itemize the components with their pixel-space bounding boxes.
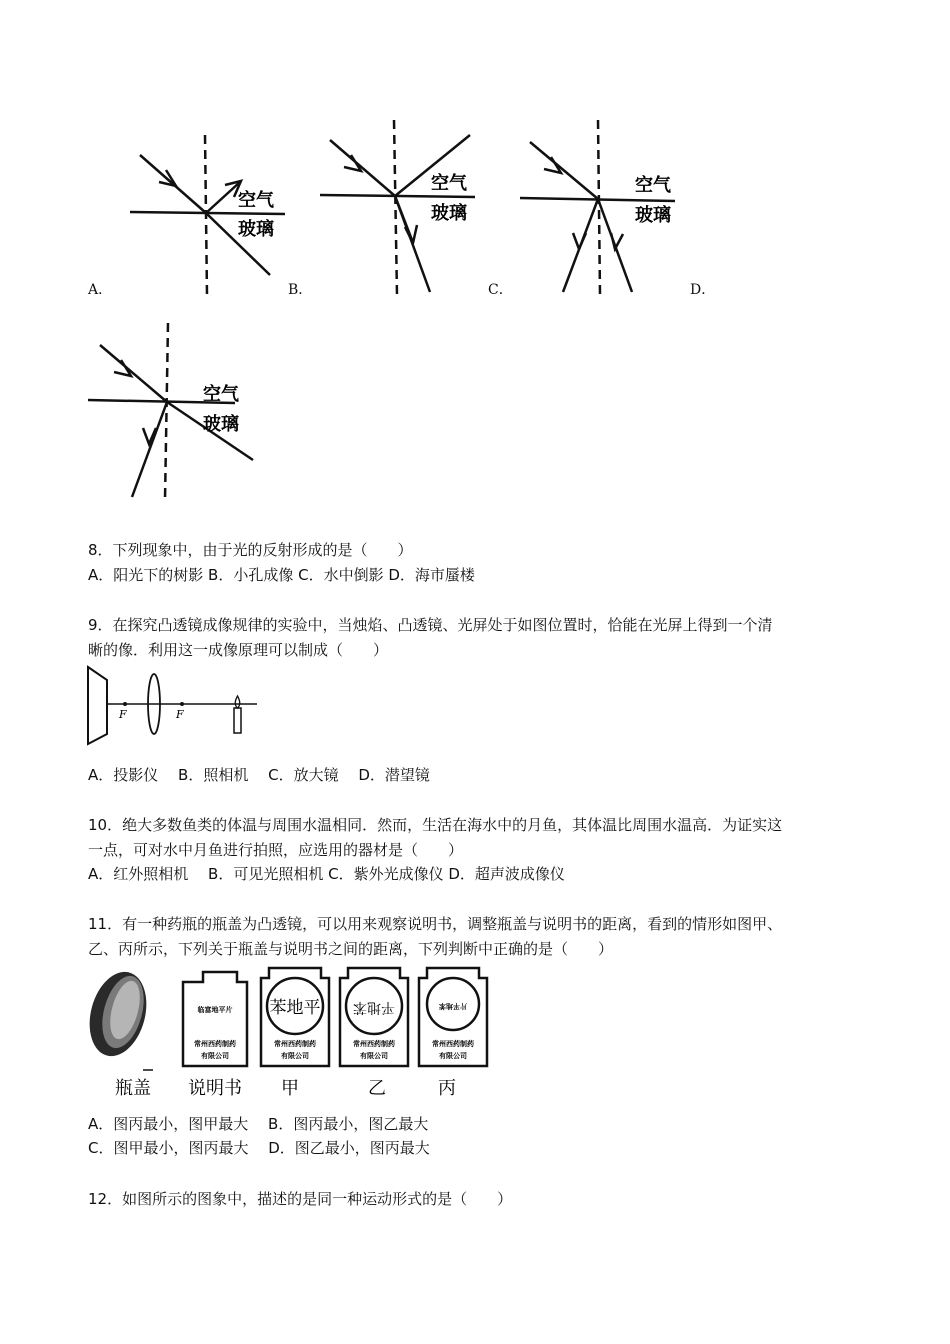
q10-options[interactable]: A．红外照相机 B．可见光照相机 C．紫外光成像仪 D．超声波成像仪 [88,865,565,883]
caption-instructions: 说明书 [188,1078,242,1099]
card-bottom-line2: 有限公司 [439,1052,467,1060]
caption-yi: 乙 [368,1078,386,1099]
q7-diagram-d [85,320,270,505]
q8-options[interactable]: A．阳光下的树影 B．小孔成像 C．水中倒影 D．海市蜃楼 [88,566,475,584]
q7-option-d-label[interactable]: D． [690,282,716,298]
candle-flame [235,696,240,708]
q9-stem-line1: 9．在探究凸透镜成像规律的实验中，当烛焰、凸透镜、光屏处于如图位置时，恰能在光屏上得到一个清 [88,616,773,634]
air-label: 空气 [203,384,239,405]
q10-stem-line2: 一点，可对水中月鱼进行拍照，应选用的器材是（ ） [88,841,464,859]
card-yi [340,968,408,1066]
q10-stem-line1: 10．绝大多数鱼类的体温与周围水温相同．然而，生活在海水中的月鱼，其体温比周围水温高．为证实这 [88,816,783,834]
q7-diagram-b [315,115,485,300]
instruction-card [183,972,247,1066]
glass-label: 玻璃 [238,219,274,240]
air-label: 空气 [635,175,671,196]
focus-left-label: F [119,708,127,721]
q11-stem-line2: 乙、丙所示，下列关于瓶盖与说明书之间的距离，下列判断中正确的是（ ） [88,940,614,958]
magnified-text-jia: 苯地平 [269,998,321,1018]
q9-lens-diagram [85,662,270,747]
q7-option-a-label[interactable]: A． [88,282,113,298]
air-label: 空气 [431,173,467,194]
glass-label: 玻璃 [431,203,467,224]
card-bottom-line1: 常州西药制药 [194,1040,236,1048]
inverted-text-bing: 片平地苯 [439,1002,467,1010]
card-bing [419,968,487,1066]
caption-jia: 甲 [281,1078,299,1099]
inverted-text-yi: 平地苯 [353,999,395,1015]
air-label: 空气 [238,190,274,211]
card-bottom-line2: 有限公司 [201,1052,229,1060]
q7-diagram-c [515,115,685,300]
light-screen [88,667,107,744]
q9-options[interactable]: A．投影仪 B．照相机 C．放大镜 D．潜望镜 [88,766,430,784]
q11-options-line2[interactable]: C．图甲最小，图丙最大 D．图乙最小，图丙最大 [88,1139,430,1157]
q7-diagram-a [120,125,290,300]
caption-bing: 丙 [438,1078,456,1099]
candle [234,708,241,733]
card-top-text: 临富地平片 [197,1006,233,1014]
q11-bottle-figure [85,962,495,1102]
focus-right-label: F [176,708,184,721]
q12-stem: 12．如图所示的图象中，描述的是同一种运动形式的是（ ） [88,1190,513,1208]
card-bottom-line1: 常州西药制药 [274,1040,316,1048]
q8-stem: 8．下列现象中，由于光的反射形成的是（ ） [88,541,413,559]
card-bottom-line2: 有限公司 [281,1052,309,1060]
q7-option-c-label[interactable]: C． [488,282,513,298]
glass-label: 玻璃 [203,414,239,435]
q11-options-line1[interactable]: A．图丙最小，图甲最大 B．图丙最小，图乙最大 [88,1115,429,1133]
card-bottom-line1: 常州西药制药 [432,1040,474,1048]
card-bottom-line2: 有限公司 [360,1052,388,1060]
card-bottom-line1: 常州西药制药 [353,1040,395,1048]
q7-option-b-label[interactable]: B． [288,282,313,298]
glass-label: 玻璃 [635,205,671,226]
q9-stem-line2: 晰的像．利用这一成像原理可以制成（ ） [88,641,389,659]
bottle-cap-lens [85,965,155,1062]
caption-bottle-cap: 瓶盖 [115,1078,151,1099]
q11-stem-line1: 11．有一种药瓶的瓶盖为凸透镜，可以用来观察说明书，调整瓶盖与说明书的距离，看到的情形如图甲、 [88,915,783,933]
card-jia [261,968,329,1066]
